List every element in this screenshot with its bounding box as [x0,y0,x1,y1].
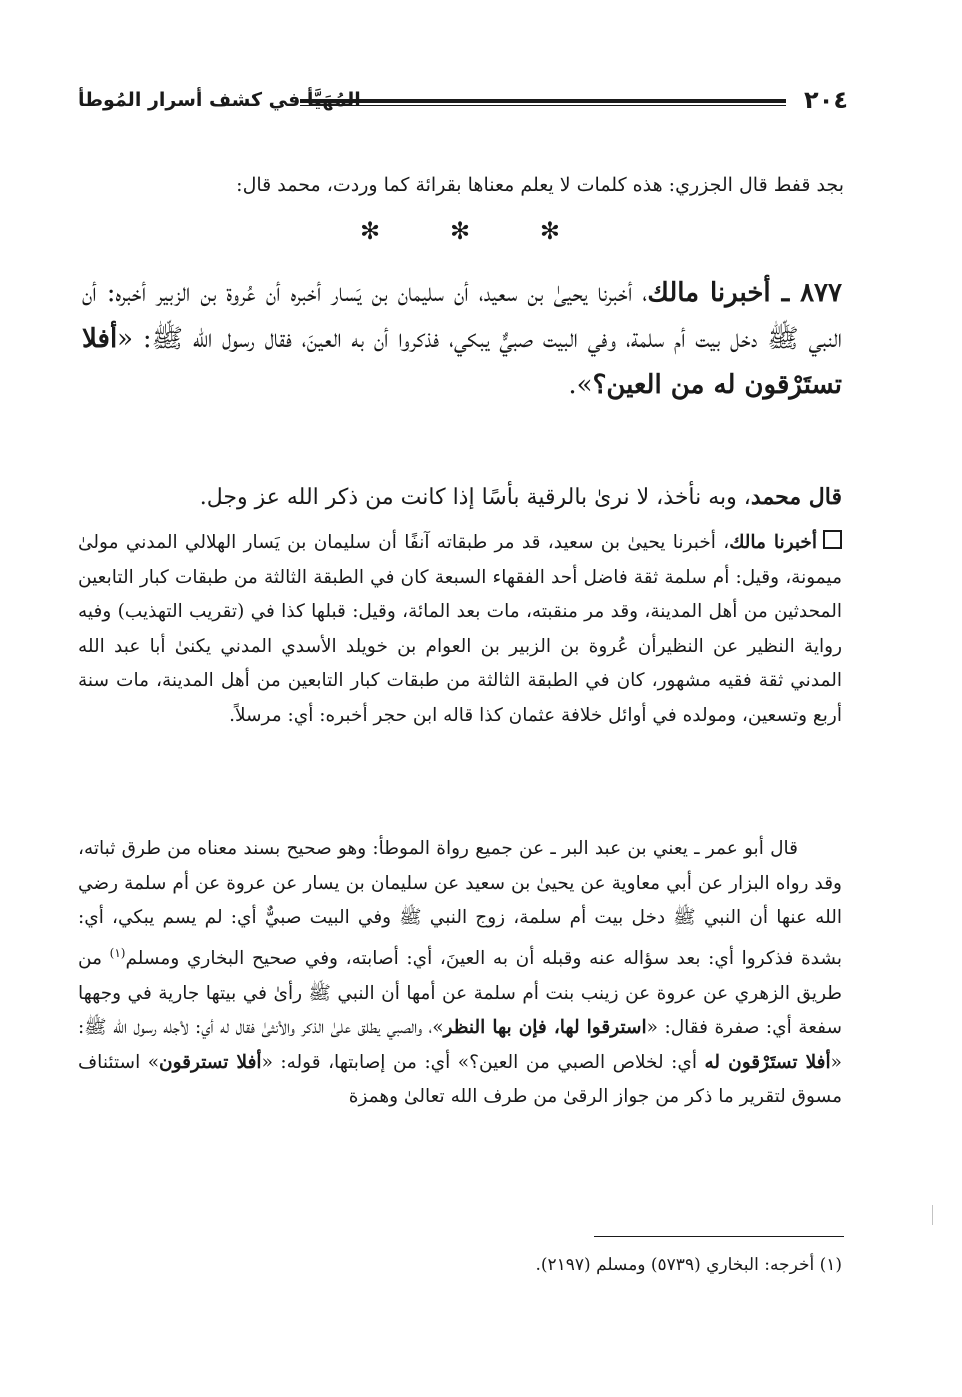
book-title: المُهَيَّأ في كشف أسرار المُوطأ [78,89,361,111]
muhammad-text: ، وبه نأخذ، لا نرىٰ بالرقية بأسًا إذا كانت من ذكر الله عز وجل. [199,485,751,510]
commentary-1-label: أخبرنا مالك [729,532,817,553]
footnote-reference[interactable]: (١) [109,945,126,960]
commentary-2-paragraph [78,832,842,1115]
commentary-2-text-1: قال أبو عمر ـ يعني بن عبد البر ـ عن جميع رواة الموطأ: وهو صحيح بسند معناه من طرق ثباته، وقد رواه البزار عن أبي معاوية عن يحيىٰ بن سعيد عن سليمان بن يسار عن عروة عن أم سلمة رضي الله عنها أن النبي ﷺ دخل بيت أم سلمة، زوج النبي ﷺ وفي البيت صبيٌّ أي: لم يسم يبكي، أي: بشدة فذكروا أي: بعد سؤاله عنه وقبله أن به العينَ، أي: أصابته، وفي صحيح البخاري ومسلم [78,838,842,969]
footnote-rule [594,1236,844,1237]
commentary-2-quote-2: أفلا تستَرْقون له [704,1051,831,1073]
hadith-877 [82,270,842,408]
commentary-2-text-2: من طريق الزهري عن عروة عن زينب بنت أم سلمة عن أمها أن النبي ﷺ رأىٰ في بيتها جارية في وجهها سفعة أي: صفرة فقال: « [78,947,842,1039]
hadith-number-label: ٨٧٧ ـ أخبرنا مالك [647,278,842,308]
commentary-2 [78,832,842,1115]
page-edge-mark [932,1205,945,1225]
muhammad-label: قال محمد [750,484,842,510]
hadith-quote: أفلا تستَرْقون له من العين؟ [82,324,842,400]
commentary-2-quote-1: استرقوا لها، فإن بها النظر [443,1017,647,1039]
separator-star-icon: ✻ [539,217,560,245]
muhammad-statement [82,478,842,517]
separator-star-icon: ✻ [449,217,471,245]
running-header [78,82,848,122]
commentary-2-text-4: أي: لخلاص الصبي من العين؟» أي: من إصابتها، قوله: « [261,1051,705,1073]
page-number: ٢٠٤ [804,86,848,114]
commentary-1-paragraph [78,526,842,734]
commentary-1-text: ، أخبرنا يحيىٰ بن سعيد، قد مر طبقاته آنفًا أن سليمان بن يَسار الهلالي المدني مولىٰ ميمونة، وقيل: أم سلمة ثقة فاضل أحد الفقهاء السبعة كان في الطبقة الثالثة من طبقات كبار التابعين المحدثين من أهل المدينة، وقد مر منقبته، مات بعد المائة، وقيل: قبلها كذا في (تقريب التهذيب) وفيه رواية النظير عن النظيرأن عُروة بن الزبير بن العوام بن خويلد الأسدي المدني يكنىٰ أبا عبد الله المدني ثقة فقيه مشهور، كان في الطبقة الثالثة من طبقات كبار التابعين من أهل المدينة، مات سنة أربع وتسعين، ومولده في أوائل خلافة عثمان كذا قاله ابن حجر أخبره: أي: مرسلاً. [78,532,842,726]
intro-line [150,168,844,202]
hadith-close: ». [568,370,593,400]
header-rule [300,99,786,106]
hadith-paragraph [82,270,842,408]
intro-text: بجد قفط قال الجزري: هذه كلمات لا يعلم معناها بقرائة كما وردت، محمد قال: [236,174,844,196]
hadith-text: ، أخبرنا يحيىٰ بن سعيد، أن سليمان بن يَسار أخبره أن عُروة بن الزبير أخبره: أن النبي ﷺ دخل بيت أم سلمة، وفي البيت صبيٌّ يبكي، فذكروا أن به العينَ، فقال رسول الله ﷺ: « [82,278,842,354]
section-separator [360,214,560,248]
commentary-2-text-3: »، والصبي يطلق علىٰ الذكر والأنثىٰ فقال له أي: لأجله رسول الله ﷺ: « [78,1017,842,1073]
commentary-box-icon [823,530,842,549]
commentary-1 [78,526,842,734]
commentary-2-text-5: » استئناف مسوق لتقرير ما ذكر من جواز الرقىٰ من طرف الله تعالىٰ وهمزة [78,1051,842,1108]
footnote: (١) أخرجه: البخاري (٥٧٣٩) ومسلم (٢١٩٧). [535,1255,842,1275]
separator-star-icon: ✻ [360,217,381,245]
muhammad-paragraph [82,478,842,517]
commentary-2-quote-3: أفلا تسترقون [159,1051,262,1073]
